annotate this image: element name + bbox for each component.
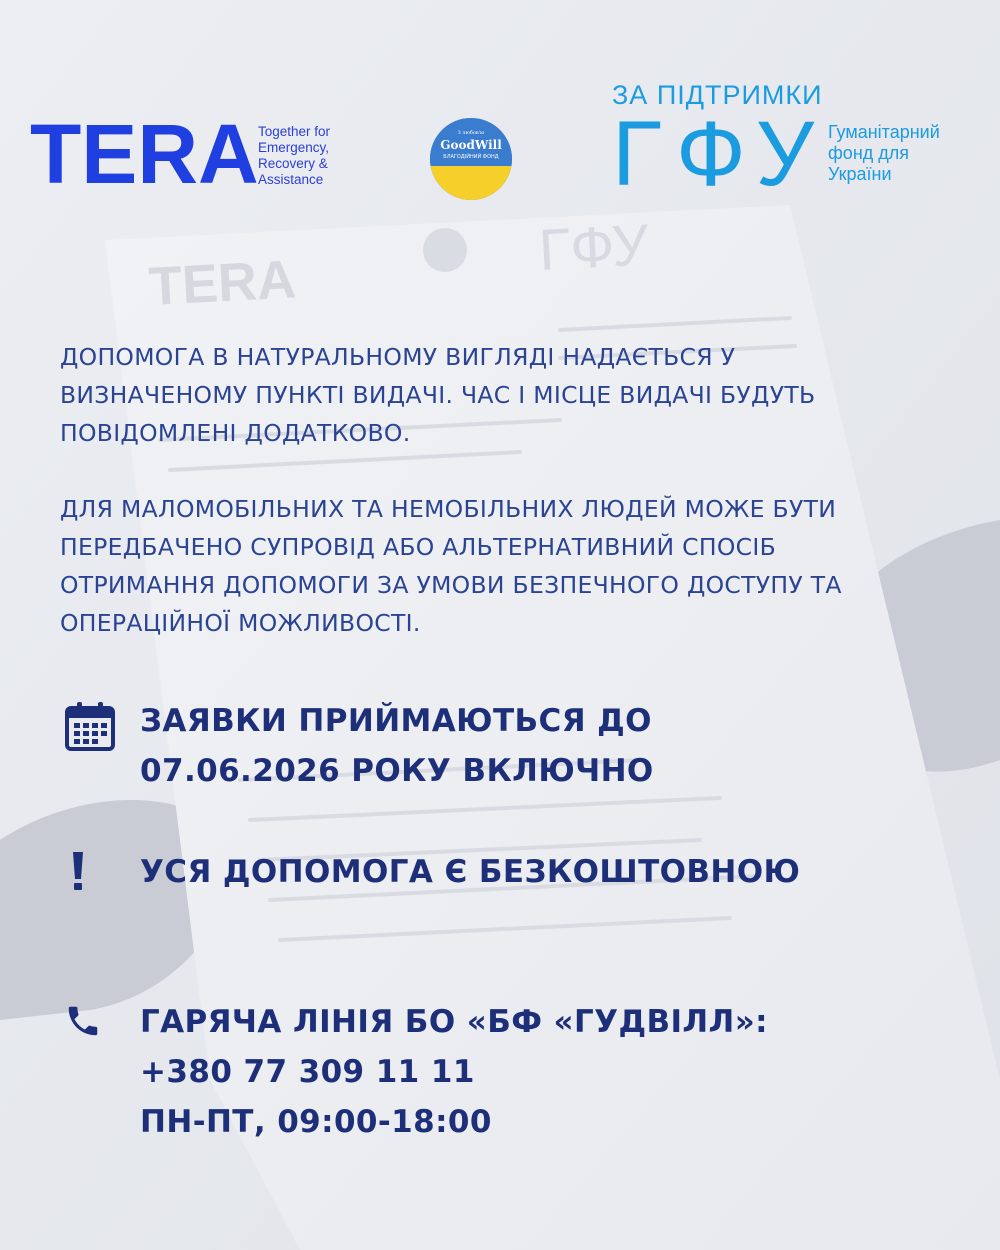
gfu-logo: ГФУ — [612, 103, 829, 205]
exclamation-icon — [70, 852, 86, 892]
hotline-info: ГАРЯЧА ЛІНІЯ БО «БФ «ГУДВІЛЛ»: +380 77 309 11 11 ПН-ПТ, 09:00-18:00 — [140, 1004, 768, 1140]
hotline-phone[interactable]: +380 77 309 11 11 — [140, 1054, 475, 1090]
deadline-notice: ЗАЯВКИ ПРИЙМАЮТЬСЯ ДО 07.06.2026 РОКУ ВКЛЮЧНО — [140, 703, 654, 789]
svg-text:ГФУ: ГФУ — [537, 212, 651, 283]
gfu-tagline: Гуманітарний фонд для України — [828, 122, 940, 184]
tera-logo: TERA — [30, 107, 259, 201]
calendar-icon — [64, 700, 116, 752]
goodwill-logo: З любов'ю GoodWill БЛАГОДІЙНИЙ ФОНД — [430, 118, 512, 200]
distribution-paragraph: ДОПОМОГА В НАТУРАЛЬНОМУ ВИГЛЯДІ НАДАЄТЬСЯ У ВИЗНАЧЕНОМУ ПУНКТІ ВИДАЧІ. ЧАС І МІСЦЕ ВИДАЧІ БУДУТЬ ПОВІДОМЛЕНІ ДОДАТКОВО. — [60, 343, 816, 447]
tera-tagline: Together for Emergency, Recovery & Assistance — [258, 124, 331, 187]
phone-icon — [64, 1002, 102, 1040]
svg-text:TERA: TERA — [147, 249, 298, 317]
free-aid-notice: УСЯ ДОПОМОГА Є БЕЗКОШТОВНОЮ — [140, 854, 801, 890]
accessibility-paragraph: ДЛЯ МАЛОМОБІЛЬНИХ ТА НЕМОБІЛЬНИХ ЛЮДЕЙ МОЖЕ БУТИ ПЕРЕДБАЧЕНО СУПРОВІД АБО АЛЬТЕРНАТИВНИЙ СПОСІБ ОТРИМАННЯ ДОПОМОГИ ЗА УМОВИ БЕЗПЕЧНОГО ДОСТУПУ ТА ОПЕРАЦІЙНОЇ МОЖЛИВОСТІ. — [60, 495, 842, 637]
support-label: ЗА ПІДТРИМКИ — [612, 80, 823, 110]
